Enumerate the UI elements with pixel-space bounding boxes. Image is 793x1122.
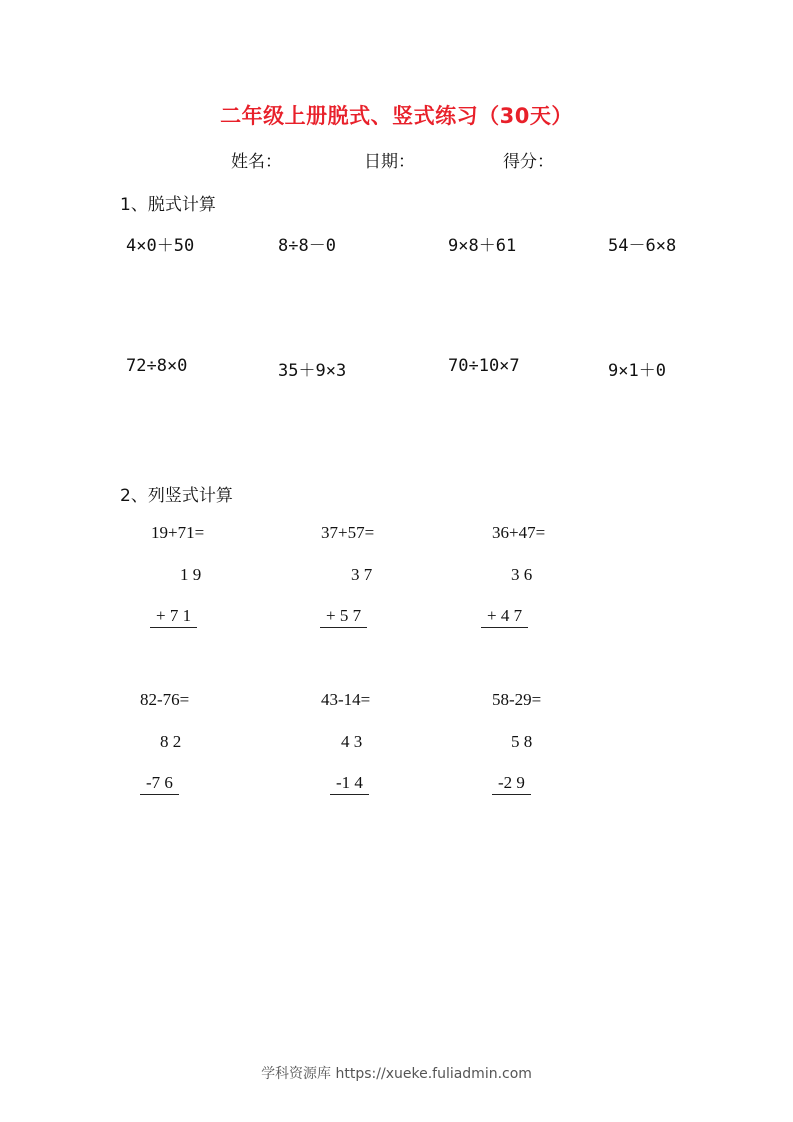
mixed-problem: 72÷8×0 xyxy=(126,356,188,376)
mixed-problem: 54－6×8 xyxy=(608,236,677,256)
page-title: 二年级上册脱式、竖式练习（30天） xyxy=(220,104,573,128)
mixed-problem: 8÷8－0 xyxy=(278,236,336,256)
vertical-equation: 37+57= xyxy=(321,523,375,542)
date-label: 日期： xyxy=(364,152,415,172)
vertical-equation: 36+47= xyxy=(492,523,546,542)
vertical-bottom-number: -1 4 xyxy=(330,773,369,795)
vertical-bottom-number: + 7 1 xyxy=(150,606,197,628)
score-label: 得分： xyxy=(503,152,554,172)
footer-source: 学科资源库 https://xueke.fuliadmin.com xyxy=(261,1066,532,1082)
vertical-equation: 82-76= xyxy=(140,690,190,709)
vertical-equation: 43-14= xyxy=(321,690,371,709)
vertical-top-number: 1 9 xyxy=(180,565,202,584)
section-heading-mixed-operations: 1、脱式计算 xyxy=(120,195,216,215)
vertical-bottom-number: -7 6 xyxy=(140,773,179,795)
section-heading-vertical-calc: 2、列竖式计算 xyxy=(120,486,233,506)
mixed-problem: 70÷10×7 xyxy=(448,356,520,376)
vertical-top-number: 4 3 xyxy=(341,732,363,751)
vertical-top-number: 8 2 xyxy=(160,732,182,751)
vertical-bottom-number: + 4 7 xyxy=(481,606,528,628)
vertical-top-number: 3 6 xyxy=(511,565,533,584)
vertical-top-number: 5 8 xyxy=(511,732,533,751)
mixed-problem: 9×1＋0 xyxy=(608,361,666,381)
mixed-problem: 4×0＋50 xyxy=(126,236,195,256)
mixed-problem: 9×8＋61 xyxy=(448,236,517,256)
vertical-equation: 19+71= xyxy=(151,523,205,542)
vertical-bottom-number: + 5 7 xyxy=(320,606,367,628)
name-label: 姓名： xyxy=(231,152,282,172)
vertical-bottom-number: -2 9 xyxy=(492,773,531,795)
vertical-equation: 58-29= xyxy=(492,690,542,709)
mixed-problem: 35＋9×3 xyxy=(278,361,347,381)
vertical-top-number: 3 7 xyxy=(351,565,373,584)
